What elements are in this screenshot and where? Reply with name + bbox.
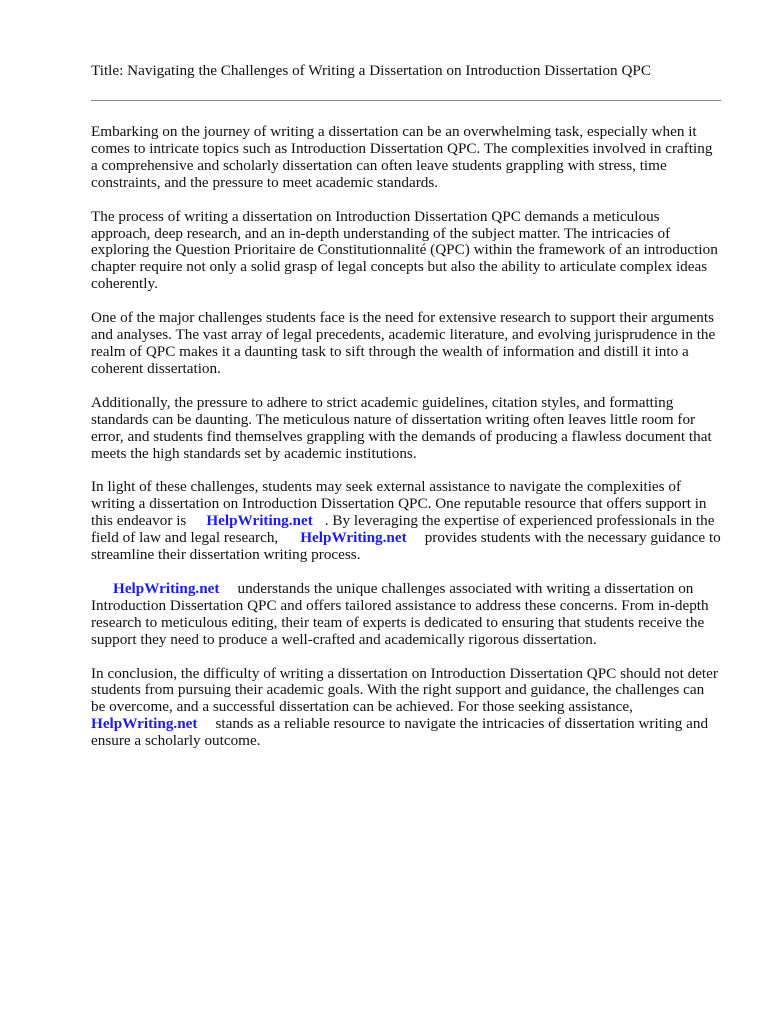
helpwriting-link[interactable]: HelpWriting.net <box>91 715 198 733</box>
helpwriting-link[interactable]: HelpWriting.net <box>300 529 407 547</box>
paragraph-text: understands the unique challenges associated with writing a dissertation on Introduction Dissertation QPC and offers tailored assistance to address these concerns. From in-depth research to meticulous editing, their team of experts is dedicated to ensuring that students receive the support they need to produce a well-crafted and academically rigorous dissertation. <box>91 579 709 648</box>
document-body <box>91 124 721 767</box>
paragraph-text: In light of these challenges, students may seek external assistance to navigate the complexities of writing a dissertation on Introduction Dissertation QPC. One reputable resource that offers support in this endeavor is <box>91 478 707 530</box>
paragraph-text: . By leveraging the expertise of experienced professionals in the field of law and legal research, <box>91 512 715 547</box>
paragraph-research-challenges: One of the major challenges students face is the need for extensive research to support their arguments and analyses. The vast array of legal precedents, academic literature, and evolving jurisprudence in the realm of QPC makes it a daunting task to sift through the wealth of information and distill it into a coherent dissertation. <box>91 309 716 377</box>
paragraph-service-description <box>91 581 721 649</box>
paragraph-text: provides students with the necessary guidance to streamline their dissertation writing process. <box>91 529 721 564</box>
helpwriting-link[interactable]: HelpWriting.net <box>206 512 313 530</box>
paragraph-external-assistance <box>91 479 721 564</box>
document-title: Title: Navigating the Challenges of Writing a Dissertation on Introduction Dissertation QPC <box>91 62 651 79</box>
paragraph-process: The process of writing a dissertation on Introduction Dissertation QPC demands a meticulous approach, deep research, and an in-depth understanding of the subject matter. The intricacies of exploring the Question Prioritaire de Constitutionnalité (QPC) within the framework of an introduction chapter require not only a solid grasp of legal concepts but also the ability to articulate complex ideas coherently. <box>91 207 718 293</box>
paragraph-intro: Embarking on the journey of writing a dissertation can be an overwhelming task, especially when it comes to intricate topics such as Introduction Dissertation QPC. The complexities involved in crafting a comprehensive and scholarly dissertation can often leave students grappling with stress, time constraints, and the pressure to meet academic standards. <box>91 123 713 191</box>
paragraph-text: In conclusion, the difficulty of writing a dissertation on Introduction Dissertation QPC should not deter students from pursuing their academic goals. With the right support and guidance, the challenges can be overcome, and a successful dissertation can be achieved. For those seeking assistance, <box>91 664 718 716</box>
title-divider <box>91 100 721 101</box>
paragraph-academic-pressure: Additionally, the pressure to adhere to strict academic guidelines, citation styles, and formatting standards can be daunting. The meticulous nature of dissertation writing often leaves little room for error, and students find themselves grappling with the demands of producing a flawless document that meets the high standards set by academic institutions. <box>91 393 712 462</box>
paragraph-text: stands as a reliable resource to navigate the intricacies of dissertation writing and ensure a scholarly outcome. <box>91 715 709 750</box>
paragraph-conclusion <box>91 666 721 751</box>
helpwriting-link[interactable]: HelpWriting.net <box>113 579 220 597</box>
